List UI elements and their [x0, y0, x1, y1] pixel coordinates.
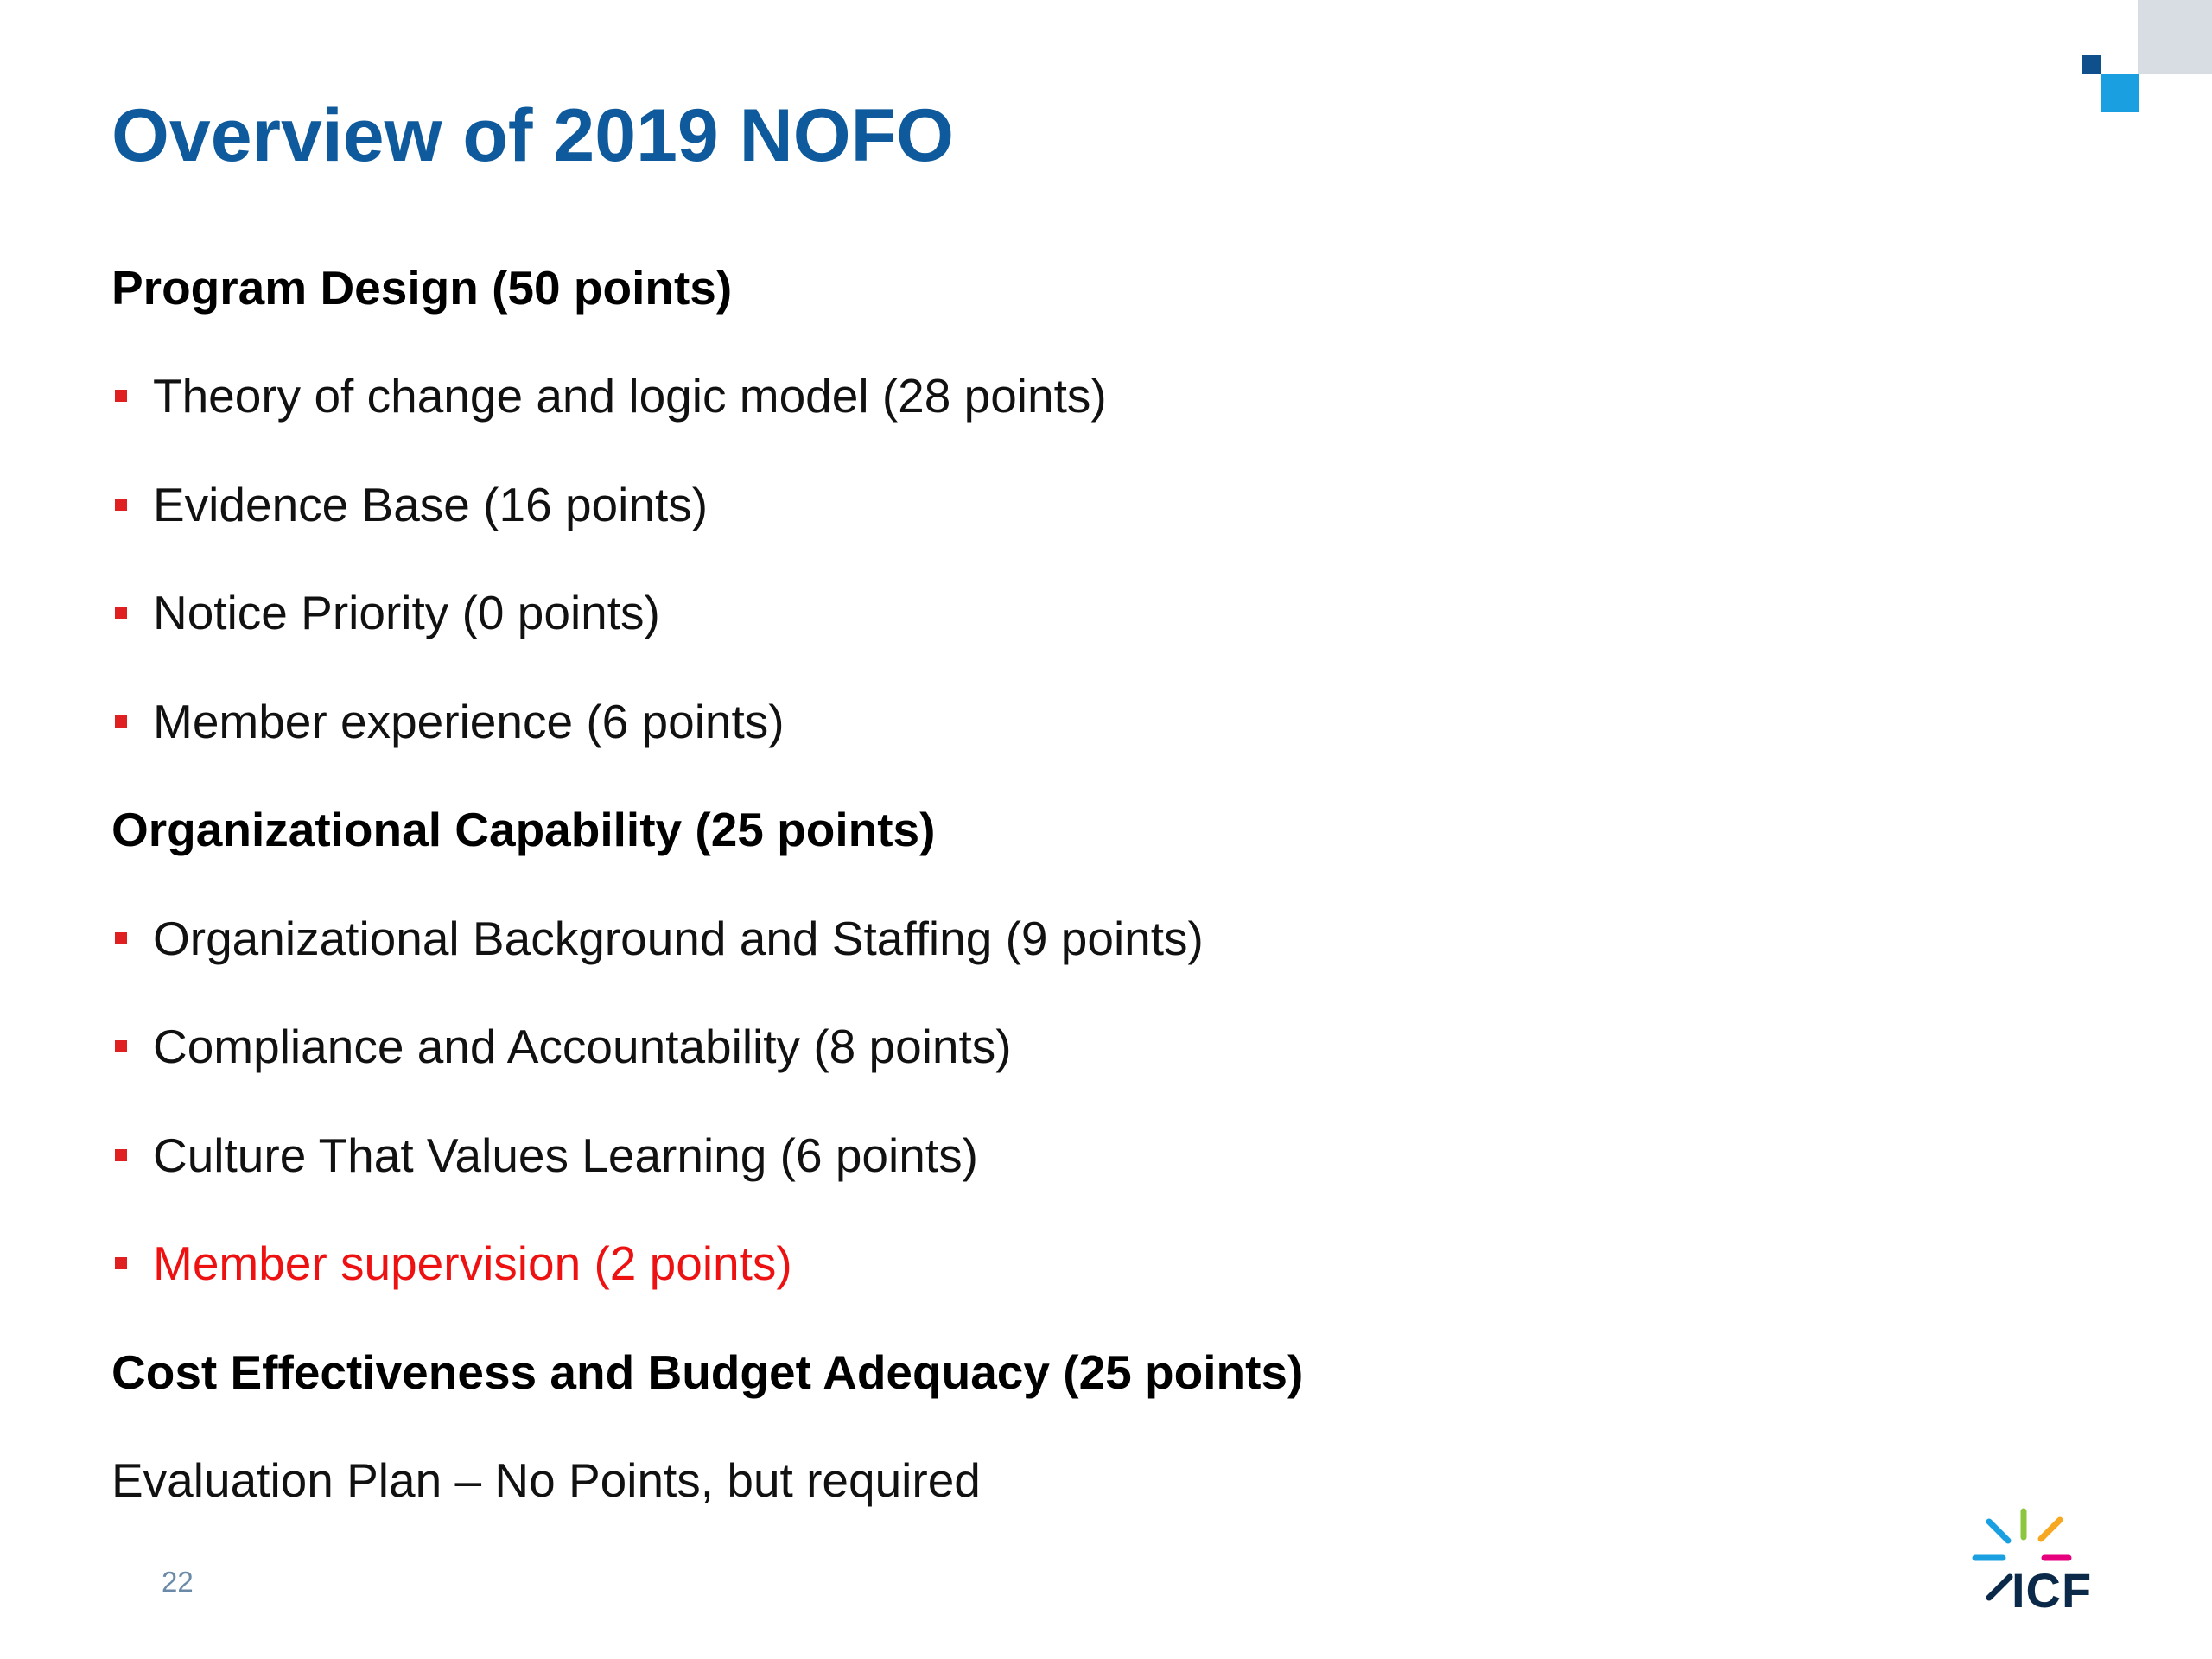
bullet-text: Member experience (6 points) [153, 694, 785, 748]
slide-title: Overview of 2019 NOFO [111, 94, 955, 177]
page-number: 22 [162, 1566, 194, 1598]
bullet-text: Compliance and Accountability (8 points) [153, 1020, 1012, 1074]
bullet-square-icon [115, 499, 127, 511]
bullet-text: Evidence Base (16 points) [153, 477, 709, 531]
bullet-item [111, 342, 2012, 451]
section-heading-program-design: Program Design (50 points) [111, 260, 733, 315]
bullet-text: Theory of change and logic model (28 points) [153, 369, 1107, 423]
bullet-square-icon [115, 1149, 127, 1161]
section-heading-cost-effectiveness: Cost Effectiveness and Budget Adequacy (25 points) [111, 1344, 1304, 1399]
bullet-text: Culture That Values Learning (6 points) [153, 1128, 978, 1182]
bullet-text: Member supervision (2 points) [153, 1236, 792, 1291]
bullet-item [111, 667, 2012, 776]
bullet-item-highlighted [111, 1210, 2012, 1319]
corner-decoration-blue-square [2101, 74, 2139, 112]
evaluation-plan-note: Evaluation Plan – No Points, but required [111, 1453, 981, 1508]
bullet-square-icon [115, 932, 127, 944]
bullet-text: Organizational Background and Staffing (9 points) [153, 911, 1204, 965]
bullet-square-icon [115, 607, 127, 619]
corner-decoration-navy-square [2082, 55, 2101, 74]
corner-decoration-gray-square [2138, 0, 2212, 74]
bullet-square-icon [115, 1040, 127, 1052]
bullet-item [111, 559, 2012, 668]
bullet-text: Notice Priority (0 points) [153, 586, 660, 640]
bullet-square-icon [115, 390, 127, 402]
icf-logo-text: ICF [2012, 1563, 2093, 1618]
bullet-square-icon [115, 715, 127, 728]
bullet-item [111, 884, 2012, 993]
bullet-square-icon [115, 1257, 127, 1269]
bullet-item [111, 993, 2012, 1102]
slide-content [111, 233, 2012, 1535]
section-heading-organizational-capability: Organizational Capability (25 points) [111, 803, 936, 857]
bullet-item [111, 450, 2012, 559]
bullet-item [111, 1101, 2012, 1210]
